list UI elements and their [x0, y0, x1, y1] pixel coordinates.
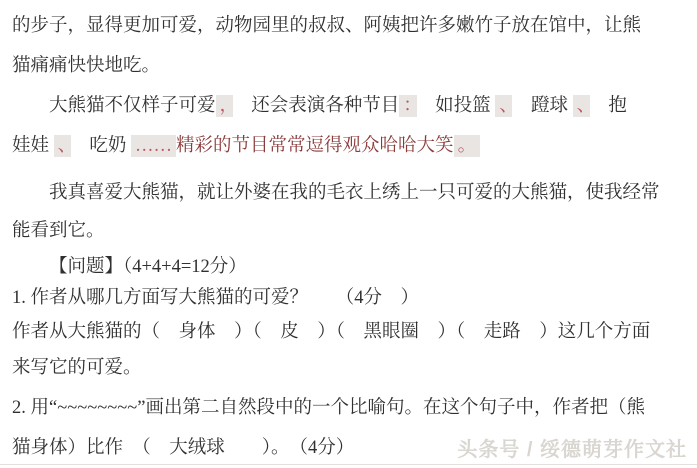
text-run: 大熊猫不仅样子可爱 [49, 96, 216, 116]
text-run: 吃奶 [70, 136, 132, 156]
question-1 [12, 282, 689, 314]
watermark: 头条号 / 绥德萌芽作文社 [457, 439, 687, 461]
text-run: 猫身体）比作 （ 大绒球 ）。 （4分） [12, 438, 355, 458]
para-performance [12, 86, 689, 166]
text-run: 蹬球 [512, 96, 573, 116]
text-run: 的步子，显得更加可爱，动物园里的叔叔、阿姨把许多嫩竹子放在馆中，让熊 [12, 16, 642, 36]
text-run: 1. 作者从哪几方面写大熊猫的可爱？ （4分 ） [12, 288, 420, 308]
text-run: 2. 用“~~~~~~~~”画出第二自然段中的一个比喻句。在这个句子中，作者把（熊 [12, 398, 645, 418]
red-punctuation-mark: …… [131, 135, 176, 157]
text-run: 来写它的可爱。 [12, 358, 142, 378]
red-punctuation-mark: 、 [54, 135, 71, 157]
red-punctuation-mark: ， [216, 95, 233, 117]
text-run: 还会表演各种节目 [232, 96, 400, 116]
question-header [12, 252, 689, 282]
red-punctuation-mark: 。 [454, 135, 481, 157]
red-punctuation-mark: 、 [495, 95, 512, 117]
text-run: 能看到它。 [12, 221, 105, 241]
text-run: 娃娃 [12, 136, 54, 156]
para-love [12, 174, 689, 250]
text-run: 抱 [589, 96, 627, 116]
answer-1 [12, 314, 689, 386]
para-continuation [12, 6, 689, 86]
red-punctuation-mark: ： [399, 95, 416, 117]
text-run: 猫痛痛快快地吃。 [12, 56, 161, 76]
text-run: 【问题】（4+4+4=12分） [49, 257, 247, 277]
document-body [12, 6, 689, 468]
text-run: 作者从大熊猫的（ 身体 ）（ 皮 ）（ 黑眼圈 ）（ 走路 ）这几个方面 [12, 322, 651, 342]
text-run: 我真喜爱大熊猫，就让外婆在我的毛衣上绣上一只可爱的大熊猫，使我经常 [49, 183, 660, 203]
red-punctuation-mark: 、 [573, 95, 590, 117]
text-run: 如投篮 [416, 96, 496, 116]
red-highlight-text: 精彩的节目常常逗得观众哈哈大笑 [176, 136, 454, 156]
